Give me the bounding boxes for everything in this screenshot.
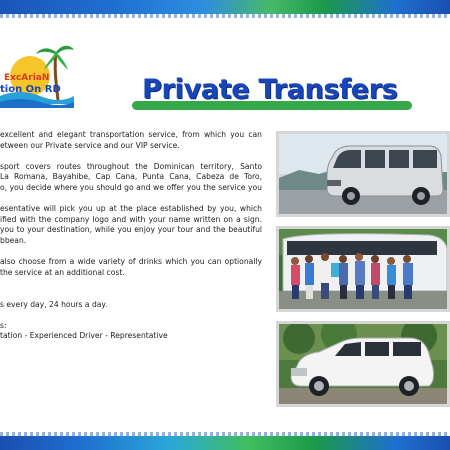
silver-passenger-van-photo (276, 131, 450, 217)
text-line: tation - Experienced Driver - Representative (0, 331, 168, 341)
text-line: La Romana, Bayahibe, Cap Cana, Punta Cana, Cabeza de Toro, (0, 172, 262, 182)
text-line: s: (0, 320, 7, 330)
text-line: esentative will pick you up at the place established by you, which (0, 204, 262, 214)
white-suv-photo (276, 321, 450, 407)
text-line: bbean. (0, 235, 27, 245)
text-line: excellent and elegant transportation service, from which you can (0, 130, 262, 139)
text-line: o, you decide where you should go and we offer you the service you (0, 182, 262, 192)
text-line: s every day, 24 hours a day. (0, 299, 108, 309)
text-line: you to your destination, while you enjoy your tour and the beautiful (0, 225, 262, 235)
paragraph-routes (0, 162, 262, 194)
text-line: sport covers routes throughout the Dominican territory, Santo (0, 161, 262, 171)
page-title: Private Transfers (142, 74, 398, 105)
logo-text-line2: tion On RD (0, 84, 61, 95)
bottom-decorative-band (0, 436, 450, 450)
top-decorative-band (0, 0, 450, 14)
spacer (0, 289, 262, 300)
description-text-column (0, 130, 262, 352)
paragraph-service-intro (0, 130, 262, 151)
text-line: the service at an additional cost. (0, 267, 125, 277)
text-line: also choose from a wide variety of drinks which you can optionally (0, 257, 262, 267)
logo-text-line1: ExcAriaN (4, 73, 50, 83)
paragraph-representative (0, 204, 262, 246)
paragraph-includes (0, 321, 262, 342)
logo-graphic (0, 38, 74, 116)
paragraph-availability (0, 300, 262, 311)
tour-group-photo (276, 226, 450, 312)
page-title-block (132, 74, 412, 112)
paragraph-drinks (0, 257, 262, 278)
company-logo (0, 38, 74, 116)
text-line: ified with the company logo and with your name written on a sign. (0, 214, 262, 224)
text-line: etween our Private service and our VIP service. (0, 140, 180, 150)
